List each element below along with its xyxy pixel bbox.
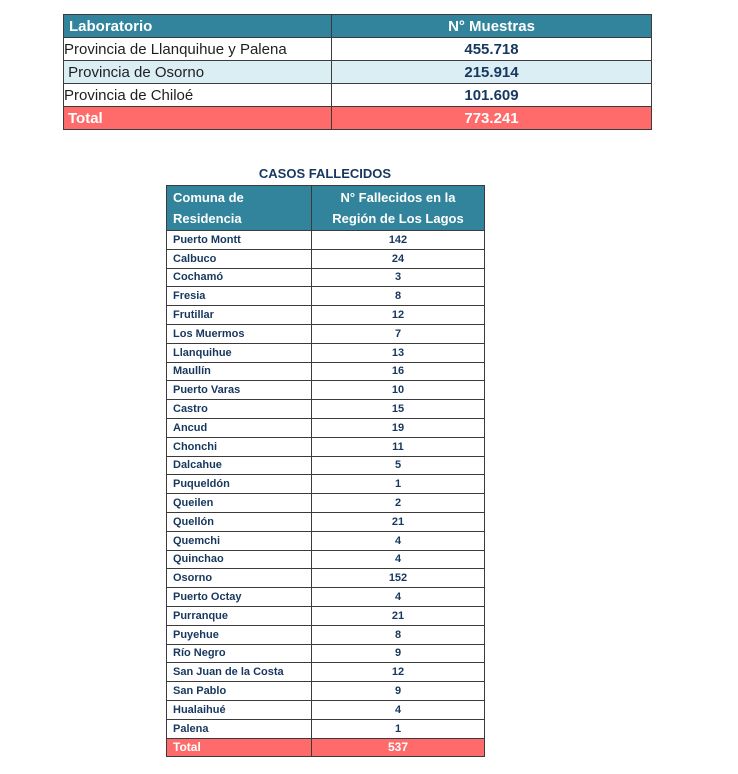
samples-row-value: 455.718 [332,38,652,61]
deaths-row-comuna: Los Muermos [167,324,312,343]
deaths-row-value: 12 [312,663,485,682]
deaths-row-value: 2 [312,494,485,513]
deaths-row-comuna: Puyehue [167,625,312,644]
header-comuna-line1: Comuna de [173,190,244,205]
deaths-row [167,475,485,494]
deaths-row-comuna: Purranque [167,606,312,625]
deaths-row [167,682,485,701]
deaths-row-comuna: Río Negro [167,644,312,663]
deaths-row-comuna: Maullín [167,362,312,381]
deaths-row [167,249,485,268]
deaths-row-value: 24 [312,249,485,268]
deaths-row [167,494,485,513]
deaths-row [167,324,485,343]
deaths-row-value: 4 [312,531,485,550]
deaths-row-value: 9 [312,682,485,701]
deaths-row-comuna: Hualaihué [167,700,312,719]
deaths-row [167,231,485,250]
header-n-muestras: N° Muestras [332,15,652,38]
deaths-row-comuna: Osorno [167,569,312,588]
samples-table [63,14,652,130]
header-laboratorio: Laboratorio [64,15,332,38]
deaths-row-value: 4 [312,588,485,607]
samples-row [64,38,652,61]
deaths-row-value: 12 [312,306,485,325]
deaths-row-comuna: Puerto Varas [167,381,312,400]
samples-header-row [64,15,652,38]
deaths-row-value: 152 [312,569,485,588]
deaths-row-comuna: Quinchao [167,550,312,569]
samples-total-label: Total [64,107,332,130]
deaths-row [167,268,485,287]
deaths-total-label: Total [167,738,312,757]
deaths-row-comuna: Chonchi [167,437,312,456]
deaths-row [167,512,485,531]
samples-row-value: 101.609 [332,84,652,107]
deaths-row-comuna: Puerto Octay [167,588,312,607]
deaths-row [167,569,485,588]
deaths-row [167,418,485,437]
deaths-row-value: 21 [312,606,485,625]
header-comuna-line2: Residencia [173,211,242,226]
deaths-table [166,185,485,757]
deaths-row-comuna: Puerto Montt [167,231,312,250]
deaths-row-comuna: Quemchi [167,531,312,550]
deaths-row-value: 9 [312,644,485,663]
deaths-row-comuna: Quellón [167,512,312,531]
deaths-row [167,625,485,644]
deaths-row-value: 7 [312,324,485,343]
deaths-row-value: 13 [312,343,485,362]
deaths-row-value: 1 [312,475,485,494]
deaths-row-value: 19 [312,418,485,437]
samples-row-value: 215.914 [332,61,652,84]
deaths-row [167,700,485,719]
deaths-row-comuna: Castro [167,400,312,419]
deaths-row [167,287,485,306]
deaths-row-comuna: San Juan de la Costa [167,663,312,682]
samples-total-value: 773.241 [332,107,652,130]
deaths-row [167,343,485,362]
deaths-row-value: 15 [312,400,485,419]
deaths-row-comuna: Calbuco [167,249,312,268]
deaths-row [167,531,485,550]
deaths-row [167,550,485,569]
deaths-row [167,588,485,607]
deaths-row [167,663,485,682]
samples-row-name: Provincia de Llanquihue y Palena [64,38,332,61]
deaths-row [167,719,485,738]
samples-row [64,61,652,84]
deaths-row-comuna: Cochamó [167,268,312,287]
deaths-row-comuna: Queilen [167,494,312,513]
samples-total-row [64,107,652,130]
deaths-row-value: 142 [312,231,485,250]
header-fallecidos-line1: N° Fallecidos en la [340,190,456,205]
deaths-row-value: 10 [312,381,485,400]
deaths-row [167,606,485,625]
deaths-row [167,644,485,663]
deaths-row-comuna: Llanquihue [167,343,312,362]
deaths-total-value: 537 [312,738,485,757]
deaths-row [167,437,485,456]
deaths-row-value: 8 [312,287,485,306]
deaths-row-comuna: San Pablo [167,682,312,701]
deaths-header-row [167,186,485,231]
deaths-row-comuna: Ancud [167,418,312,437]
deaths-row [167,306,485,325]
deaths-table-title: CASOS FALLECIDOS [258,166,392,181]
deaths-row-comuna: Frutillar [167,306,312,325]
header-comuna [167,186,312,231]
deaths-row-comuna: Puqueldón [167,475,312,494]
deaths-row-value: 3 [312,268,485,287]
deaths-row-value: 21 [312,512,485,531]
samples-row-name: Provincia de Osorno [64,61,332,84]
deaths-total-row [167,738,485,757]
deaths-row-value: 5 [312,456,485,475]
samples-row [64,84,652,107]
deaths-row [167,400,485,419]
deaths-row-value: 16 [312,362,485,381]
deaths-row-value: 8 [312,625,485,644]
deaths-row-comuna: Palena [167,719,312,738]
deaths-row-comuna: Fresia [167,287,312,306]
header-fallecidos [312,186,485,231]
deaths-row [167,362,485,381]
deaths-row-comuna: Dalcahue [167,456,312,475]
deaths-row-value: 1 [312,719,485,738]
deaths-row [167,381,485,400]
deaths-row-value: 11 [312,437,485,456]
deaths-row-value: 4 [312,700,485,719]
header-fallecidos-line2: Región de Los Lagos [332,211,464,226]
deaths-row-value: 4 [312,550,485,569]
deaths-row [167,456,485,475]
samples-row-name: Provincia de Chiloé [64,84,332,107]
